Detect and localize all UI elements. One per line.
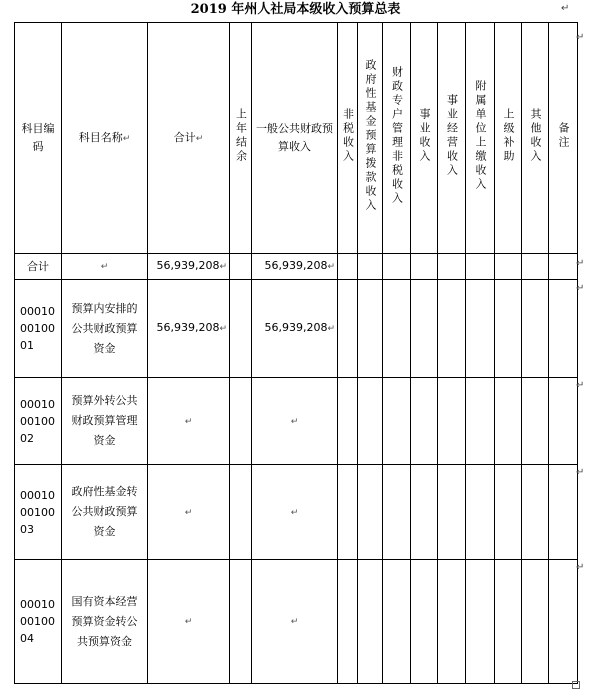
table-row (15, 560, 578, 684)
header-career: 事业收入 (411, 23, 438, 254)
total-name-cell: ↵ (62, 254, 148, 280)
row-code: 00010 00100 03 (15, 465, 62, 560)
header-row (15, 23, 578, 254)
table-row (15, 465, 578, 560)
header-name: 科目名称↵ (62, 23, 148, 254)
row-general-budget: ↵ (252, 378, 338, 465)
table-row (15, 280, 578, 378)
row-end-mark: ↵ (576, 32, 585, 43)
row-total: 56,939,208↵ (148, 280, 230, 378)
header-superior-subsidy: 上级补助 (495, 23, 522, 254)
row-general-budget: ↵ (252, 560, 338, 684)
row-name: 政府性基金转公共财政预算资金 (62, 465, 148, 560)
row-end-mark: ↵ (576, 562, 585, 573)
row-name: 国有资本经营预算资金转公共预算资金 (62, 560, 148, 684)
total-general-budget: 56,939,208↵ (252, 254, 338, 280)
document-end-marker (572, 681, 580, 689)
row-end-mark: ↵ (576, 258, 585, 269)
row-general-budget: ↵ (252, 465, 338, 560)
row-code: 00010 00100 04 (15, 560, 62, 684)
budget-table (14, 22, 578, 684)
header-total: 合计↵ (148, 23, 230, 254)
total-label: 合计 (15, 254, 62, 280)
title-end-mark: ↵ (561, 3, 570, 14)
row-end-mark: ↵ (576, 380, 585, 391)
row-name: 预算外转公共财政预算管理资金 (62, 378, 148, 465)
header-prev-balance: 上年结余 (230, 23, 252, 254)
header-special-nontax: 财政专户管理非税收入 (383, 23, 411, 254)
row-general-budget: 56,939,208↵ (252, 280, 338, 378)
total-row (15, 254, 578, 280)
header-remark: 备注 (549, 23, 578, 254)
header-nontax: 非税收入 (338, 23, 358, 254)
page-title: 2019 年州人社局本级收入预算总表 (190, 2, 401, 17)
row-end-mark: ↵ (576, 467, 585, 478)
header-general-budget: 一般公共财政预算收入 (252, 23, 338, 254)
row-end-mark: ↵ (576, 283, 585, 294)
header-other: 其他收入 (522, 23, 549, 254)
row-total: ↵ (148, 465, 230, 560)
table-row (15, 378, 578, 465)
row-name: 预算内安排的公共财政预算资金 (62, 280, 148, 378)
row-total: ↵ (148, 378, 230, 465)
row-code: 00010 00100 02 (15, 378, 62, 465)
total-amount: 56,939,208↵ (148, 254, 230, 280)
header-code: 科目编码 (15, 23, 62, 254)
header-gov-fund: 政府性基金预算拨款收入 (358, 23, 383, 254)
row-code: 00010 00100 01 (15, 280, 62, 378)
header-operating: 事业经营收入 (438, 23, 466, 254)
row-total: ↵ (148, 560, 230, 684)
header-affiliated: 附属单位上缴收入 (466, 23, 495, 254)
